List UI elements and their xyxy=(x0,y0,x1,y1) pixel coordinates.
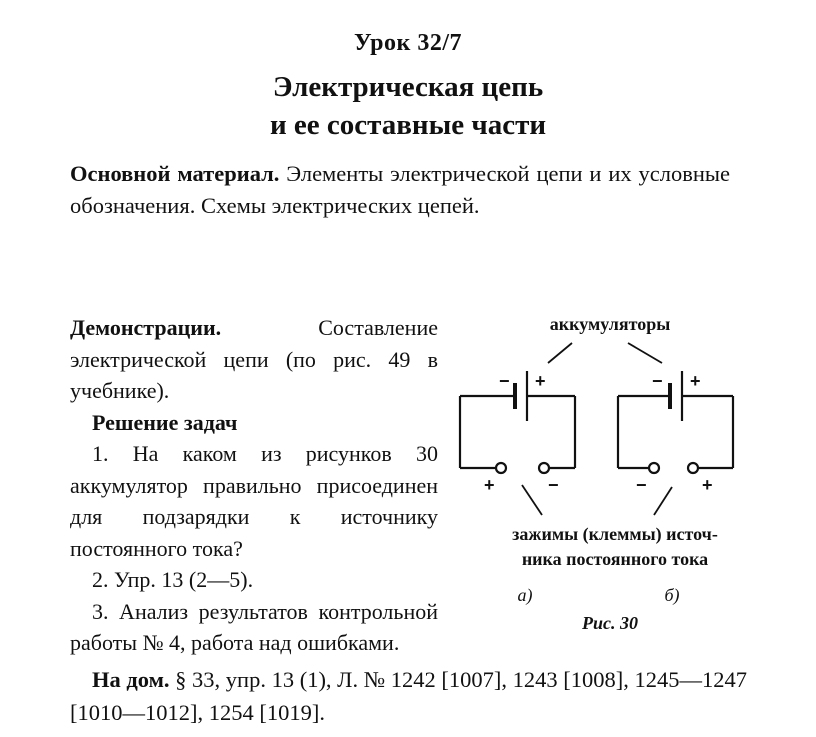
title-line-2: и ее составные части xyxy=(269,109,547,141)
lesson-title xyxy=(0,68,816,144)
lesson-number: Урок 32/7 xyxy=(354,30,462,56)
homework xyxy=(70,663,750,729)
minus-sign: − xyxy=(499,371,510,391)
left-column xyxy=(70,312,438,659)
title-line-1: Электрическая цепь xyxy=(272,71,544,103)
terminal xyxy=(539,463,549,473)
homework-label: На дом. xyxy=(92,667,170,692)
problems-heading: Решение задач xyxy=(92,409,238,435)
terminal xyxy=(688,463,698,473)
plus-sign: + xyxy=(702,475,713,495)
demonstrations xyxy=(70,312,438,407)
subfigure-a-label: а) xyxy=(517,585,533,605)
problem-item: 2. Упр. 13 (2—5). xyxy=(92,567,254,592)
plus-sign: + xyxy=(535,371,546,391)
plus-sign: + xyxy=(690,371,701,391)
homework-text: § 33, упр. 13 (1), Л. № 1242 [1007], 1243 [1008], 1245—1247 [1010—1012], 1254 [1019]. xyxy=(70,667,748,725)
terminal xyxy=(496,463,506,473)
main-material xyxy=(70,158,730,222)
leader-line xyxy=(654,487,672,515)
main-material-text: Элементы электрической цепи и их условные обозначения. Схемы электрических цепей. xyxy=(70,161,730,218)
demonstrations-label: Демонстрации. xyxy=(70,315,222,340)
circuit-diagram xyxy=(450,305,780,650)
leader-line xyxy=(522,485,542,515)
subfigure-b-label: б) xyxy=(664,585,680,605)
minus-sign: − xyxy=(548,475,559,495)
terminals-label-line-1: зажимы (клеммы) источ- xyxy=(512,524,718,544)
terminal xyxy=(649,463,659,473)
demonstrations-text: Составление электрической цепи (по рис. 49 в учебнике). xyxy=(70,315,438,403)
main-material-label: Основной материал. xyxy=(70,161,280,186)
problem-item: 3. Анализ результатов контрольной работы № 4, работа над ошибками. xyxy=(70,598,438,655)
terminals-label-line-2: ника постоянного тока xyxy=(521,549,709,569)
minus-sign: − xyxy=(652,371,663,391)
leader-line xyxy=(548,343,572,363)
minus-sign: − xyxy=(636,475,647,495)
problem-item: 1. На каком из рисунков 30 аккумулятор правильно присоединен для подзарядки к источнику постоянного тока? xyxy=(70,441,438,561)
plus-sign: + xyxy=(484,475,495,495)
terminals-label xyxy=(450,522,780,572)
batteries-label: аккумуляторы xyxy=(549,314,671,334)
leader-line xyxy=(628,343,662,363)
figure-30 xyxy=(450,305,780,650)
figure-caption: Рис. 30 xyxy=(582,613,638,633)
